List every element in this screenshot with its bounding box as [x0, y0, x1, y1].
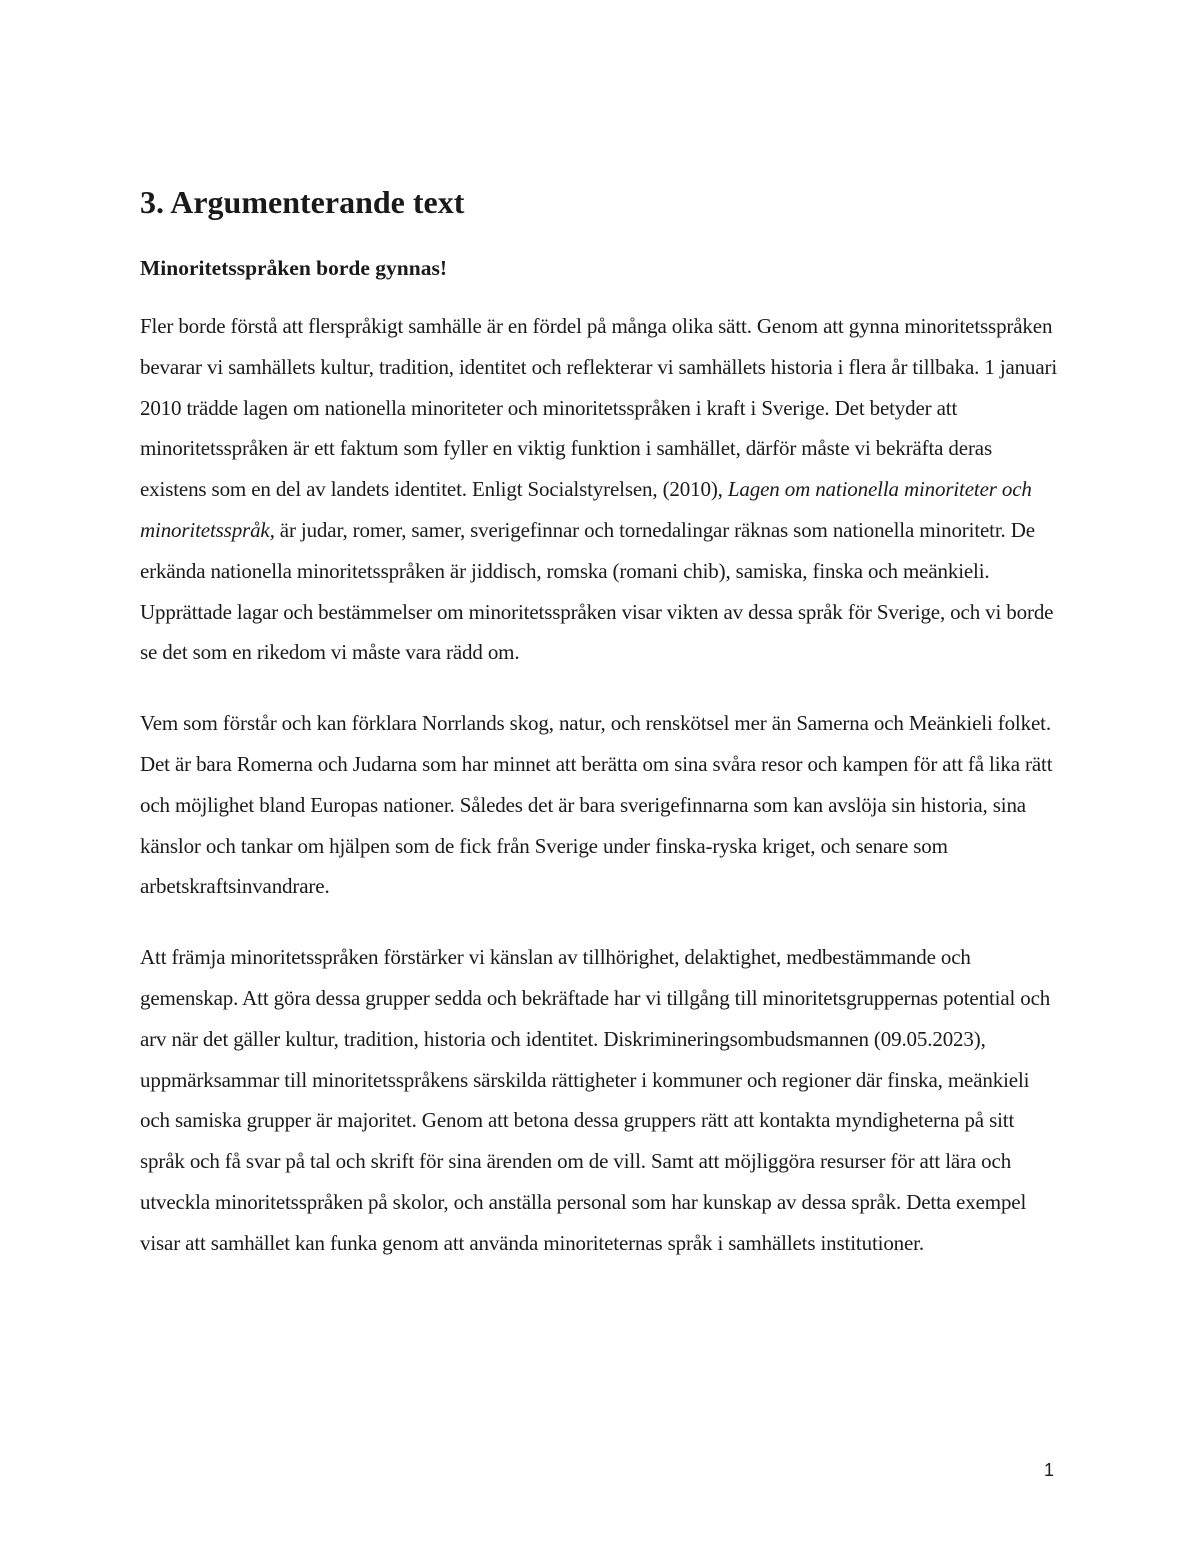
paragraph-1 — [140, 306, 1060, 673]
page-title: 3. Argumenterande text — [140, 184, 465, 220]
paragraph-2: Vem som förstår och kan förklara Norrlands skog, natur, och renskötsel mer än Samerna och Meänkieli folket. Det är bara Romerna och Judarna som har minnet att berätta om sina svåra resor och kampen för att få lika rätt och möjlighet bland Europas nationer. Således det är bara sverigefinnarna som kan avslöja sin historia, sina känslor och tankar om hjälpen som de fick från Sverige under finska-ryska kriget, och senare som arbetskraftsinvandrare. — [140, 711, 1053, 899]
paragraph-1-text-start: Fler borde förstå att flerspråkigt samhälle är en fördel på många olika sätt. Genom att gynna minoritetsspråken bevarar vi samhällets kultur, tradition, identitet och reflekterar vi samhällets historia i flera år tillbaka. 1 januari 2010 trädde lagen om nationella minoriteter och minoritetsspråken i kraft i Sverige. Det betyder att minoritetsspråken är ett faktum som fyller en viktig funktion i samhället, därför måste vi bekräfta deras existens som en del av landets identitet. Enligt Socialstyrelsen, (2010), — [140, 314, 1058, 502]
section-heading: Minoritetsspråken borde gynnas! — [140, 256, 447, 280]
paragraph-3: Att främja minoritetsspråken förstärker vi känslan av tillhörighet, delaktighet, medbestämmande och gemenskap. Att göra dessa grupper sedda och bekräftade har vi tillgång till minoritetsgruppernas potential och arv när det gäller kultur, tradition, historia och identitet. Diskrimineringsombudsmannen (09.05.2023), uppmärksammar till minoritetsspråkens särskilda rättigheter i kommuner och regioner där finska, meänkieli och samiska grupper är majoritet. Genom att betona dessa gruppers rätt att kontakta myndigheterna på sitt språk och få svar på tal och skrift för sina ärenden om de vill. Samt att möjliggöra resurser för att lära och utveckla minoritetsspråken på skolor, och anställa personal som har kunskap av dessa språk. Detta exempel visar att samhället kan funka genom att använda minoriteternas språk i samhällets institutioner. — [140, 945, 1051, 1255]
page-number: 1 — [1044, 1460, 1055, 1480]
document-body — [140, 178, 1060, 1294]
law-title-italic: Lagen om nationella minoriteter och minoritetsspråk, — [140, 477, 1032, 542]
paragraph-1-text-end: är judar, romer, samer, sverigefinnar och tornedalingar räknas som nationella minoritetr. De erkända nationella minoritetsspråken är jiddisch, romska (romani chib), samiska, finska och meänkieli. Upprättade lagar och bestämmelser om minoritetsspråken visar vikten av dessa språk för Sverige, och vi borde se det som en rikedom vi måste vara rädd om. — [140, 517, 1054, 665]
